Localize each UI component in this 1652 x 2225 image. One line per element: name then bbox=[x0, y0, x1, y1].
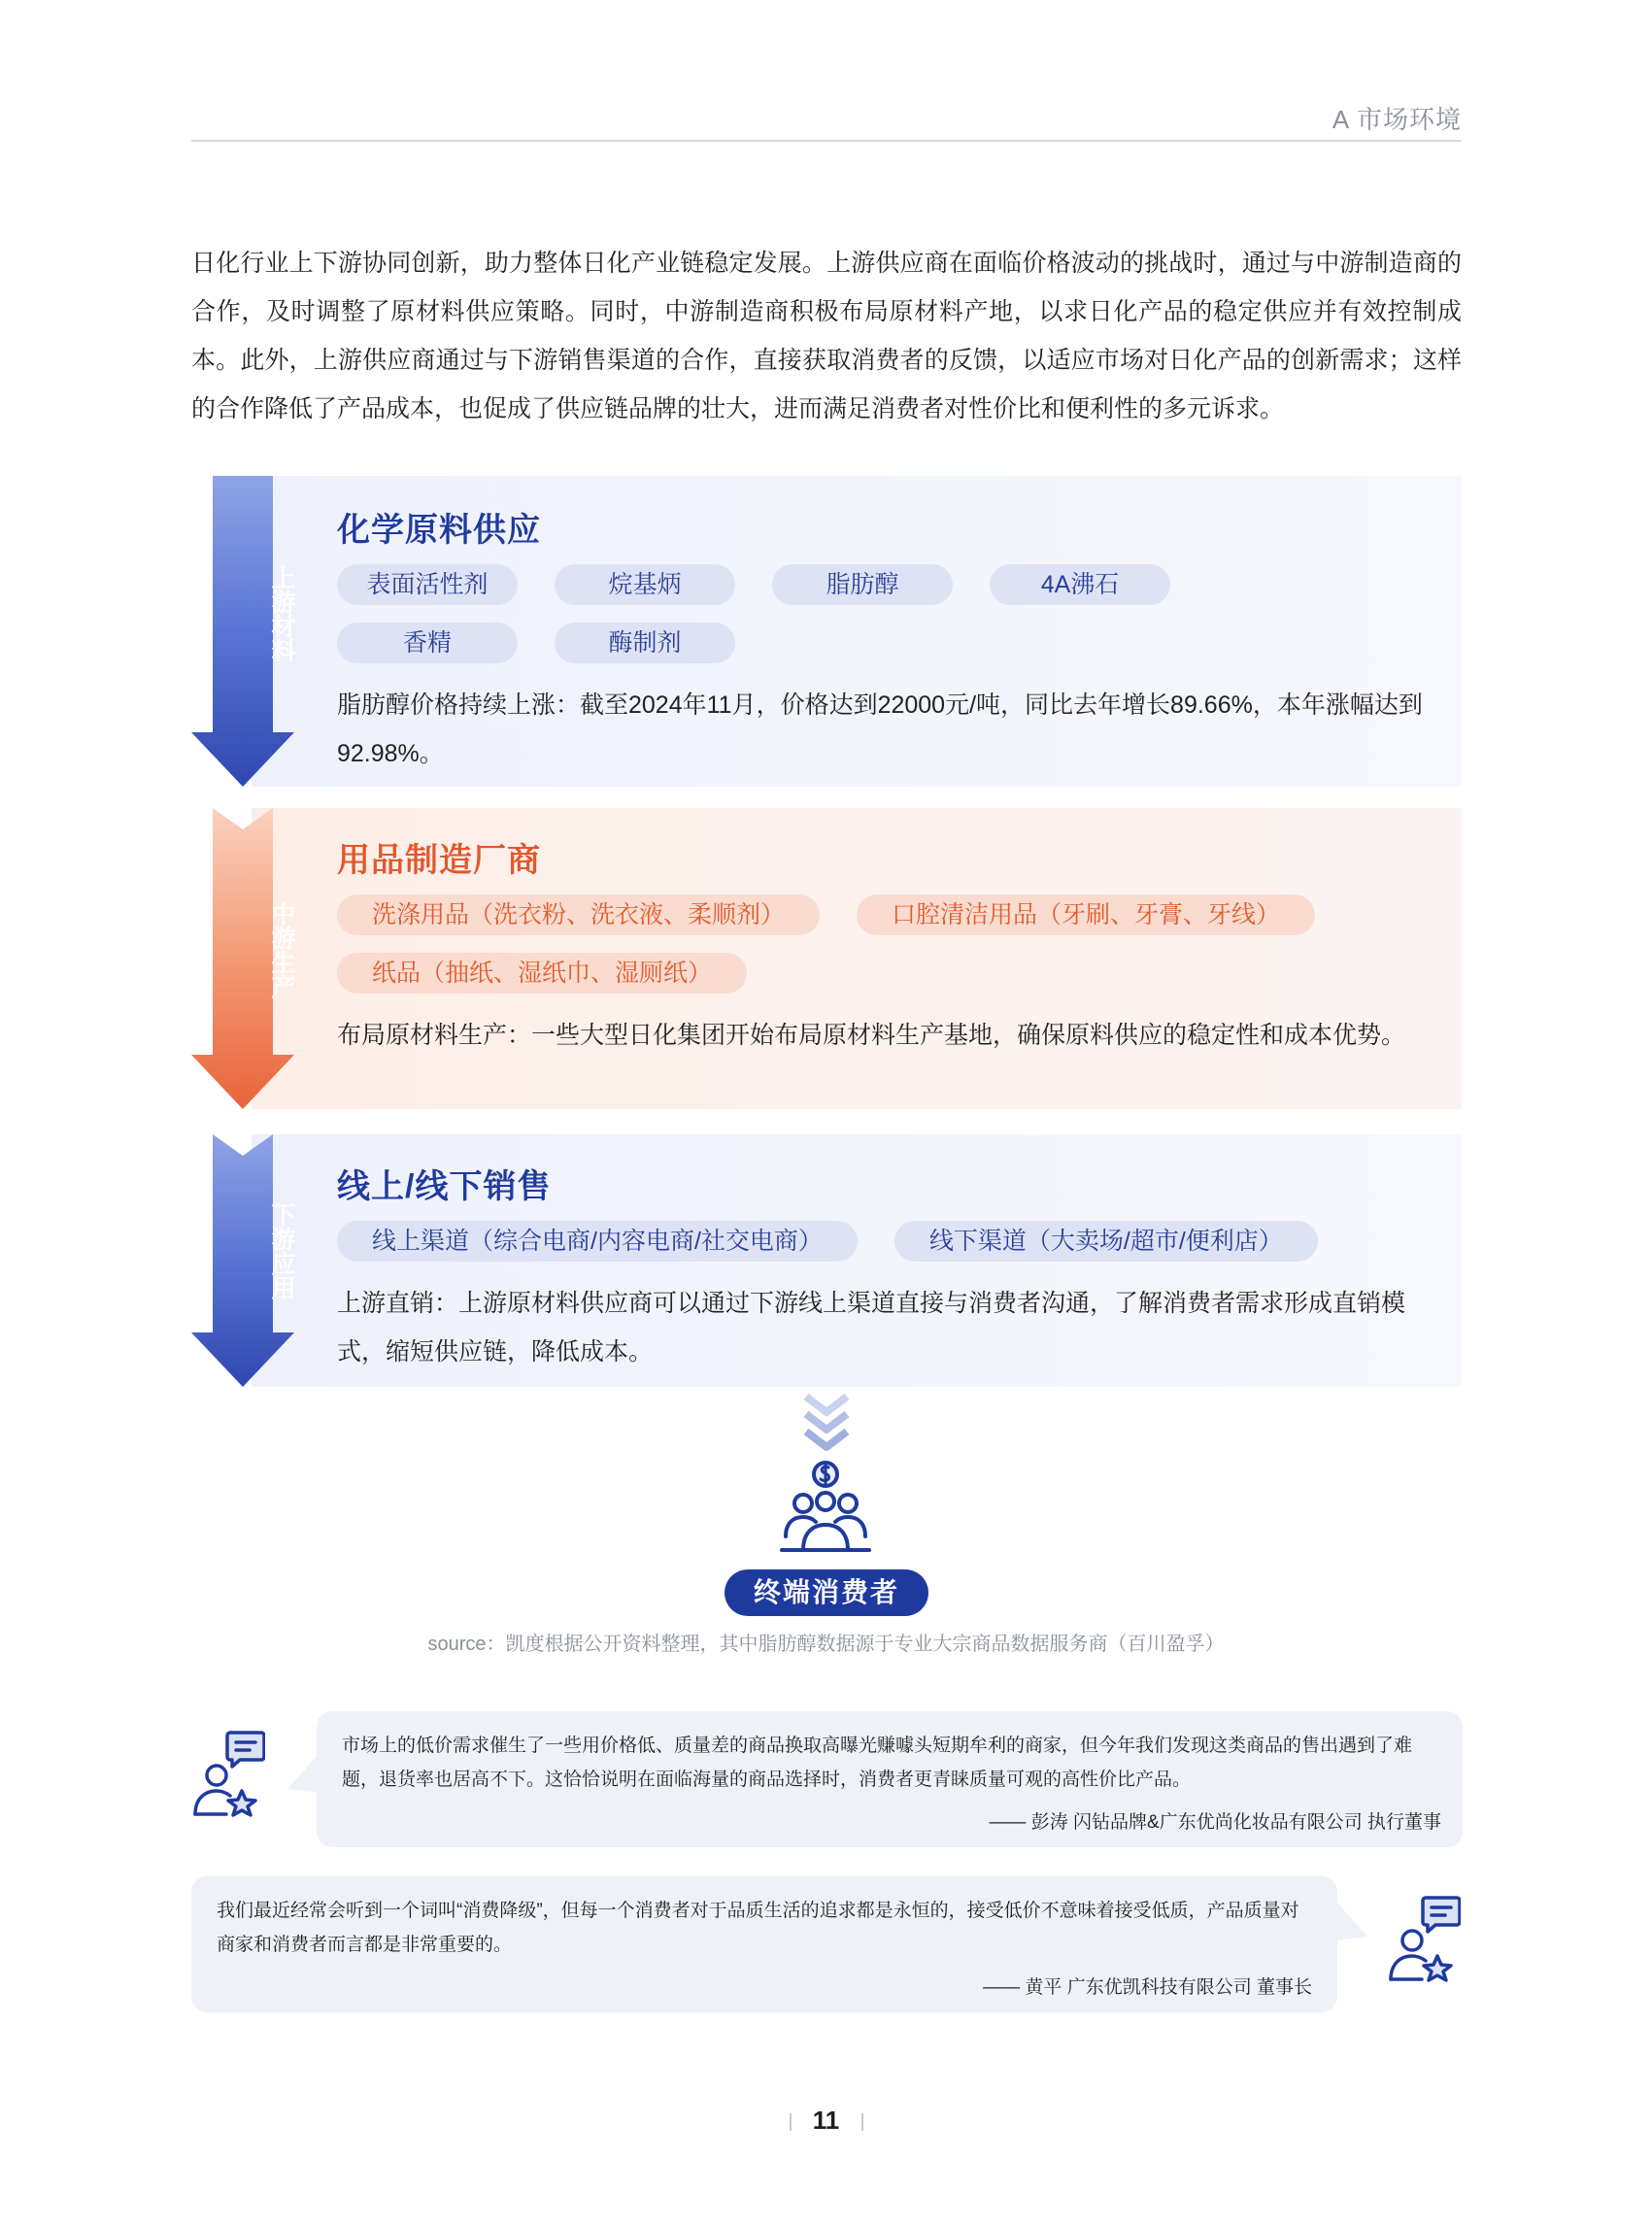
downstream-description: 上游直销：上游原材料供应商可以通过下游线上渠道直接与消费者沟通，了解消费者需求形成直销模式，缩短供应链，降低成本。 bbox=[337, 1290, 1406, 1365]
tag-alkyl: 烷基炳 bbox=[555, 564, 735, 605]
quote-2-pointer bbox=[1336, 1902, 1367, 1940]
downstream-arrow-label: 下游应用 bbox=[268, 1202, 295, 1299]
quote-2-text: 我们最近经常会听到一个词叫“消费降级”，但每一个消费者对于品质生活的追求都是永恒的，接受低价不意味着接受低质，产品质量对商家和消费者而言都是非常重要的。 bbox=[217, 1901, 1299, 1955]
quote-2-box bbox=[191, 1876, 1337, 2012]
tag-surfactant: 表面活性剂 bbox=[337, 564, 518, 605]
downstream-section bbox=[191, 1134, 1462, 1387]
tag-online-channels: 线上渠道（综合电商/内容电商/社交电商） bbox=[337, 1221, 858, 1262]
upstream-tags bbox=[337, 564, 1211, 681]
tag-laundry-products: 洗涤用品（洗衣粉、洗衣液、柔顺剂） bbox=[337, 894, 820, 935]
midstream-title: 用品制造厂商 bbox=[337, 842, 541, 879]
speaker-chat-icon bbox=[1387, 1894, 1461, 1983]
midstream-description: 布局原材料生产：一些大型日化集团开始布局原材料生产基地，确保原料供应的稳定性和成本优势。 bbox=[337, 1022, 1406, 1049]
header-divider bbox=[191, 140, 1462, 142]
header-section-title: A 市场环境 bbox=[1332, 105, 1462, 134]
upstream-section bbox=[191, 476, 1462, 787]
speaker-chat-icon bbox=[191, 1729, 265, 1818]
tag-fatty-alcohol: 脂肪醇 bbox=[772, 564, 953, 605]
quote-1-text: 市场上的低价需求催生了一些用价格低、质量差的商品换取高曝光赚噱头短期牟利的商家，但今年我们发现这类商品的售出遇到了难题，退货率也居高不下。这恰恰说明在面临海量的商品选择时，消费者更青睐质量可观的高性价比产品。 bbox=[342, 1736, 1413, 1790]
upstream-arrow-label: 上游材料 bbox=[268, 565, 295, 662]
source-note: source：凯度根据公开资料整理，其中脂肪醇数据源于专业大宗商品数据服务商（百川盈孚） bbox=[427, 1634, 1225, 1655]
tag-4a-zeolite: 4A沸石 bbox=[990, 564, 1170, 605]
tag-enzyme: 酶制剂 bbox=[555, 623, 735, 663]
midstream-tags bbox=[337, 894, 1405, 1011]
downstream-tags bbox=[337, 1221, 1405, 1279]
upstream-title: 化学原料供应 bbox=[337, 512, 541, 549]
quote-1-attribution: —— 彭涛 闪钻品牌&广东优尚化妆品有限公司 执行董事 bbox=[989, 1812, 1441, 1833]
double-chevron-down-icon bbox=[802, 1391, 851, 1451]
consumer-group-icon bbox=[774, 1461, 877, 1554]
tag-fragrance: 香精 bbox=[337, 623, 518, 663]
midstream-section bbox=[191, 808, 1462, 1109]
consumer-badge: 终端消费者 bbox=[725, 1569, 928, 1616]
quote-1-pointer bbox=[287, 1754, 319, 1793]
quote-1-box bbox=[317, 1711, 1463, 1847]
intro-paragraph: 日化行业上下游协同创新，助力整体日化产业链稳定发展。上游供应商在面临价格波动的挑战时，通过与中游制造商的合作，及时调整了原材料供应策略。同时，中游制造商积极布局原材料产地，以求日化产品的稳定供应并有效控制成本。此外，上游供应商通过与下游销售渠道的合作，直接获取消费者的反馈，以适应市场对日化产品的创新需求；这样的合作降低了产品成本，也促成了供应链品牌的壮大，进而满足消费者对性价比和便利性的多元诉求。 bbox=[191, 250, 1462, 422]
tag-paper-products: 纸品（抽纸、湿纸巾、湿厕纸） bbox=[337, 953, 747, 994]
page-number-tick-right bbox=[861, 2113, 863, 2131]
page-number: 11 bbox=[812, 2106, 840, 2135]
tag-offline-channels: 线下渠道（大卖场/超市/便利店） bbox=[894, 1221, 1318, 1262]
downstream-title: 线上/线下销售 bbox=[337, 1168, 552, 1205]
midstream-arrow-label: 中游生产 bbox=[268, 901, 295, 998]
quote-2-attribution: —— 黄平 广东优凯科技有限公司 董事长 bbox=[983, 1977, 1312, 1998]
upstream-description: 脂肪醇价格持续上涨：截至2024年11月，价格达到22000元/吨，同比去年增长89.66%，本年涨幅达到92.98%。 bbox=[337, 691, 1423, 767]
tag-oral-care-products: 口腔清洁用品（牙刷、牙膏、牙线） bbox=[857, 894, 1315, 935]
